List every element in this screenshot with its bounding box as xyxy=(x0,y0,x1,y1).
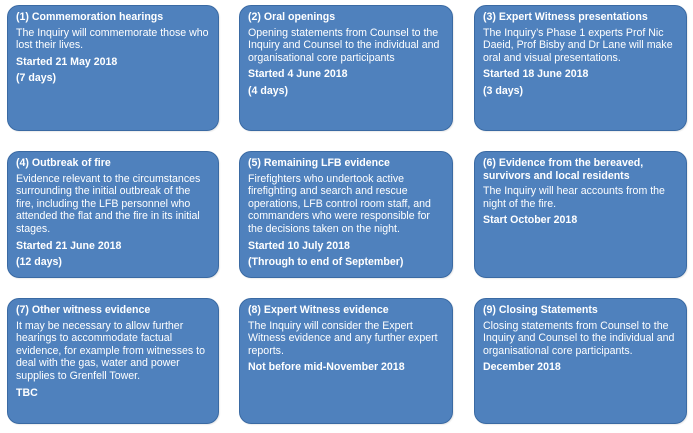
card-bereaved-survivors-evidence xyxy=(474,151,687,278)
card-title: (8) Expert Witness evidence xyxy=(248,304,389,316)
card-oral-openings xyxy=(239,5,453,131)
card-duration: (12 days) xyxy=(16,256,62,269)
card-expert-witness-evidence xyxy=(239,298,453,424)
card-start-date: December 2018 xyxy=(483,361,561,374)
card-title: (2) Oral openings xyxy=(248,11,336,23)
card-start-date: Started 21 June 2018 xyxy=(16,239,122,252)
card-description: Evidence relevant to the circumstances surrounding the initial outbreak of the fire, including the LFB personnel who attended the flat and the fire in its initial stages. xyxy=(16,172,201,235)
card-description: The Inquiry’s Phase 1 experts Prof Nic Daeid, Prof Bisby and Dr Lane will make oral and visual presentations. xyxy=(483,26,673,64)
card-description: Firefighters who undertook active firefighting and search and rescue operations, LFB control room staff, and commanders who were responsible for the decisions taken on the night. xyxy=(248,172,431,235)
card-description: Opening statements from Counsel to the Inquiry and Counsel to the individual and organisational core participants xyxy=(248,26,440,64)
card-title: (4) Outbreak of fire xyxy=(16,157,111,169)
card-description: Closing statements from Counsel to the Inquiry and Counsel to the individual and organisational core participants. xyxy=(483,319,675,357)
card-description: It may be necessary to allow further hearings to accommodate factual evidence, for example from witnesses to deal with the gas, water and power supplies to Grenfell Tower. xyxy=(16,319,206,382)
card-description: The Inquiry will commemorate those who lost their lives. xyxy=(16,26,209,52)
card-duration: (4 days) xyxy=(248,84,289,97)
card-title: (5) Remaining LFB evidence xyxy=(248,157,390,169)
card-title: (3) Expert Witness presentations xyxy=(483,11,648,23)
card-duration: (Through to end of September) xyxy=(248,256,404,269)
card-start-date: Started 4 June 2018 xyxy=(248,68,348,81)
card-duration: (3 days) xyxy=(483,84,524,97)
card-title: (9) Closing Statements xyxy=(483,304,598,316)
card-remaining-lfb-evidence xyxy=(239,151,453,278)
card-description: The Inquiry will hear accounts from the night of the fire. xyxy=(483,185,665,210)
card-start-date: Started 21 May 2018 xyxy=(16,55,118,68)
card-title: (6) Evidence from the bereaved, survivors and local residents xyxy=(483,157,644,182)
card-duration: (7 days) xyxy=(16,72,57,85)
card-expert-witness-presentations xyxy=(474,5,687,131)
card-start-date: Started 10 July 2018 xyxy=(248,239,350,252)
card-outbreak-of-fire xyxy=(7,151,219,278)
card-other-witness-evidence xyxy=(7,298,219,424)
card-commemoration-hearings xyxy=(7,5,219,131)
card-description: The Inquiry will consider the Expert Witness evidence and any further expert reports. xyxy=(248,319,438,357)
card-title: (1) Commemoration hearings xyxy=(16,11,164,23)
card-start-date: Started 18 June 2018 xyxy=(483,68,589,81)
card-start-date: Start October 2018 xyxy=(483,214,578,227)
card-title: (7) Other witness evidence xyxy=(16,304,151,316)
card-closing-statements xyxy=(474,298,687,424)
card-start-date: Not before mid-November 2018 xyxy=(248,361,405,374)
card-start-date: TBC xyxy=(16,386,38,399)
